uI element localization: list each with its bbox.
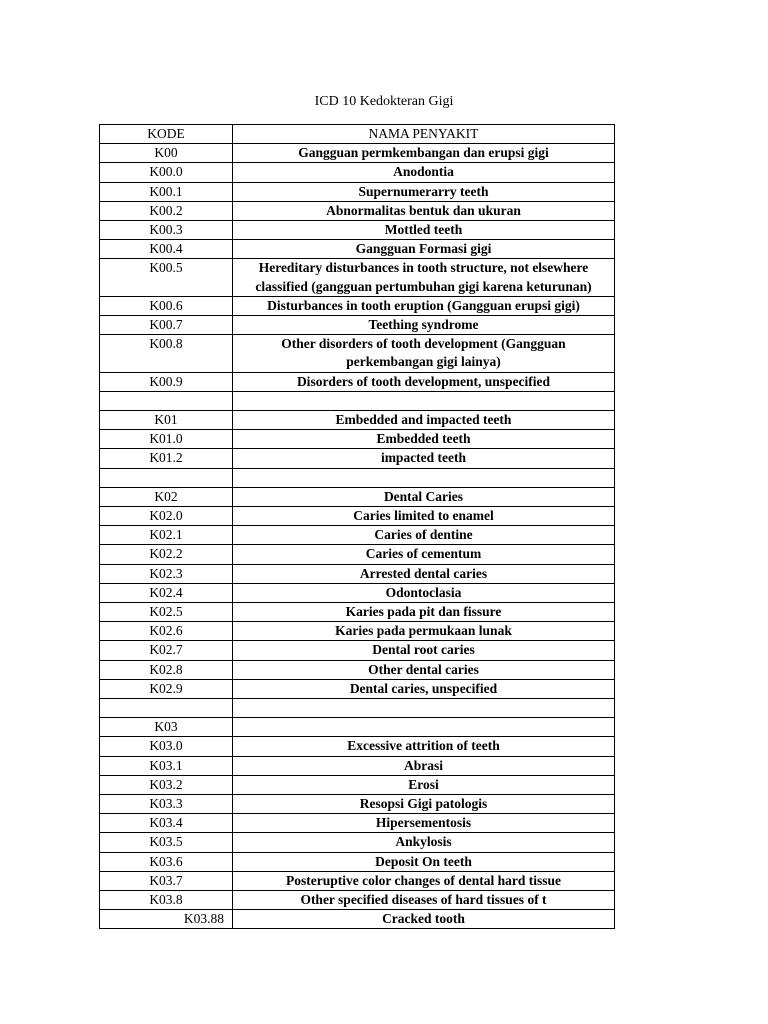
row-code: K02.2 xyxy=(100,545,233,564)
table-header-row xyxy=(100,125,615,144)
row-code: K00.5 xyxy=(100,259,233,296)
row-code: K03.1 xyxy=(100,756,233,775)
row-name xyxy=(233,699,615,718)
row-code: K01 xyxy=(100,411,233,430)
row-name: Embedded and impacted teeth xyxy=(233,411,615,430)
table-row xyxy=(100,182,615,201)
row-name: Caries of dentine xyxy=(233,526,615,545)
row-name: Embedded teeth xyxy=(233,430,615,449)
table-row xyxy=(100,296,615,315)
row-name: Excessive attrition of teeth xyxy=(233,737,615,756)
row-code: K02.6 xyxy=(100,622,233,641)
row-code: K01.0 xyxy=(100,430,233,449)
row-code: K01.2 xyxy=(100,449,233,468)
row-name: Gangguan Formasi gigi xyxy=(233,240,615,259)
row-name: Dental caries, unspecified xyxy=(233,679,615,698)
table-row xyxy=(100,737,615,756)
table-row xyxy=(100,411,615,430)
table-row xyxy=(100,316,615,335)
row-name: Anodontia xyxy=(233,163,615,182)
table-row xyxy=(100,891,615,910)
table-row xyxy=(100,335,615,372)
row-name xyxy=(233,718,615,737)
table-row xyxy=(100,718,615,737)
row-name: Abrasi xyxy=(233,756,615,775)
row-code: K03.8 xyxy=(100,891,233,910)
row-name: Disorders of tooth development, unspecified xyxy=(233,372,615,391)
row-name: Teething syndrome xyxy=(233,316,615,335)
row-code: K02.8 xyxy=(100,660,233,679)
row-code: K02 xyxy=(100,487,233,506)
row-name: Cracked tooth xyxy=(233,910,615,929)
row-code: K03.6 xyxy=(100,852,233,871)
row-name: Karies pada pit dan fissure xyxy=(233,603,615,622)
row-name: Hereditary disturbances in tooth structure, not elsewhere classified (gangguan pertumbuhan gigi karena keturunan) xyxy=(233,259,615,296)
table-row xyxy=(100,871,615,890)
row-name: Caries of cementum xyxy=(233,545,615,564)
icd-table-body xyxy=(100,125,615,929)
row-code xyxy=(100,391,233,410)
row-name: Dental Caries xyxy=(233,487,615,506)
table-row xyxy=(100,679,615,698)
row-code: K02.4 xyxy=(100,583,233,602)
table-row xyxy=(100,699,615,718)
table-row xyxy=(100,372,615,391)
row-code: K03.88 xyxy=(100,910,233,929)
table-row xyxy=(100,814,615,833)
row-code: K00 xyxy=(100,144,233,163)
table-row xyxy=(100,507,615,526)
table-row xyxy=(100,641,615,660)
row-code: K00.9 xyxy=(100,372,233,391)
row-code: K03.5 xyxy=(100,833,233,852)
table-row xyxy=(100,449,615,468)
table-row xyxy=(100,545,615,564)
row-name: Erosi xyxy=(233,775,615,794)
table-row xyxy=(100,201,615,220)
header-code: KODE xyxy=(100,125,233,144)
icd-table xyxy=(99,124,615,929)
row-name: Other disorders of tooth development (Gangguan perkembangan gigi lainya) xyxy=(233,335,615,372)
row-code: K02.0 xyxy=(100,507,233,526)
row-name: Resopsi Gigi patologis xyxy=(233,795,615,814)
row-code: K03.0 xyxy=(100,737,233,756)
row-name xyxy=(233,468,615,487)
row-name: Deposit On teeth xyxy=(233,852,615,871)
row-code: K03 xyxy=(100,718,233,737)
row-code xyxy=(100,468,233,487)
row-code: K00.4 xyxy=(100,240,233,259)
row-code: K03.4 xyxy=(100,814,233,833)
table-row xyxy=(100,910,615,929)
table-row xyxy=(100,240,615,259)
row-code: K02.1 xyxy=(100,526,233,545)
table-row xyxy=(100,660,615,679)
row-name: Karies pada permukaan lunak xyxy=(233,622,615,641)
table-row xyxy=(100,221,615,240)
row-code: K00.7 xyxy=(100,316,233,335)
table-row xyxy=(100,468,615,487)
row-name: Posteruptive color changes of dental hard tissue xyxy=(233,871,615,890)
row-code: K03.2 xyxy=(100,775,233,794)
row-name: Hipersementosis xyxy=(233,814,615,833)
row-name: Abnormalitas bentuk dan ukuran xyxy=(233,201,615,220)
table-row xyxy=(100,487,615,506)
row-name: Other specified diseases of hard tissues of t xyxy=(233,891,615,910)
table-row xyxy=(100,622,615,641)
table-row xyxy=(100,852,615,871)
row-code: K02.5 xyxy=(100,603,233,622)
row-name: Supernumerarry teeth xyxy=(233,182,615,201)
row-name: Dental root caries xyxy=(233,641,615,660)
table-row xyxy=(100,391,615,410)
row-code: K02.7 xyxy=(100,641,233,660)
row-code: K03.3 xyxy=(100,795,233,814)
row-code: K03.7 xyxy=(100,871,233,890)
table-row xyxy=(100,833,615,852)
table-row xyxy=(100,795,615,814)
table-row xyxy=(100,259,615,296)
row-name: Caries limited to enamel xyxy=(233,507,615,526)
row-name xyxy=(233,391,615,410)
row-code: K02.9 xyxy=(100,679,233,698)
row-name: Other dental caries xyxy=(233,660,615,679)
document-title: ICD 10 Kedokteran Gigi xyxy=(314,94,454,109)
row-code: K00.6 xyxy=(100,296,233,315)
table-row xyxy=(100,775,615,794)
row-code: K02.3 xyxy=(100,564,233,583)
header-name: NAMA PENYAKIT xyxy=(233,125,615,144)
row-name: Disturbances in tooth eruption (Gangguan erupsi gigi) xyxy=(233,296,615,315)
table-row xyxy=(100,583,615,602)
row-code xyxy=(100,699,233,718)
row-code: K00.0 xyxy=(100,163,233,182)
row-name: Arrested dental caries xyxy=(233,564,615,583)
table-row xyxy=(100,603,615,622)
table-row xyxy=(100,526,615,545)
row-name: Ankylosis xyxy=(233,833,615,852)
table-row xyxy=(100,756,615,775)
table-row xyxy=(100,430,615,449)
row-name: Odontoclasia xyxy=(233,583,615,602)
row-code: K00.2 xyxy=(100,201,233,220)
table-row xyxy=(100,144,615,163)
row-code: K00.8 xyxy=(100,335,233,372)
row-code: K00.1 xyxy=(100,182,233,201)
table-row xyxy=(100,564,615,583)
row-name: impacted teeth xyxy=(233,449,615,468)
table-row xyxy=(100,163,615,182)
row-name: Mottled teeth xyxy=(233,221,615,240)
row-name: Gangguan permkembangan dan erupsi gigi xyxy=(233,144,615,163)
row-code: K00.3 xyxy=(100,221,233,240)
